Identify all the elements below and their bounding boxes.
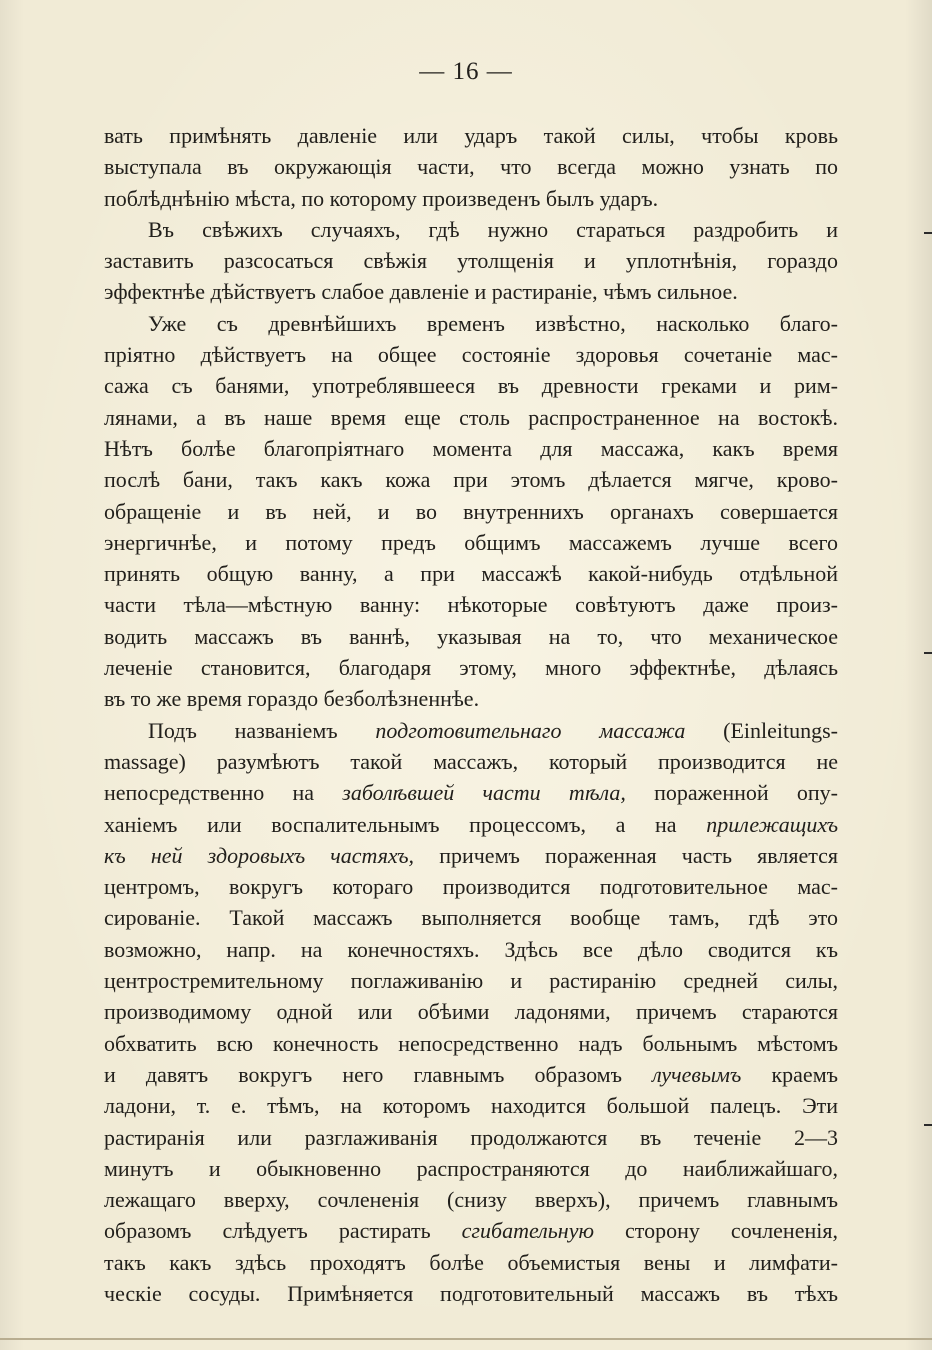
italic-text-segment: заболѣвшей части тѣла,: [342, 780, 626, 806]
text-segment: энергичнѣе, и потому предъ общимъ массажемъ лучше всего: [104, 529, 838, 555]
text-line: [104, 245, 838, 276]
text-segment: Въ свѣжихъ случаяхъ, гдѣ нужно стараться раздробить и: [148, 216, 838, 242]
text-line: [104, 496, 838, 527]
text-line: [104, 370, 838, 401]
text-segment: Подъ названіемъ: [148, 717, 376, 743]
text-segment: краемъ: [741, 1061, 838, 1087]
text-line: [104, 1278, 838, 1309]
text-segment: ческіе сосуды. Примѣняется подготовительный массажъ въ тѣхъ: [104, 1280, 838, 1306]
text-line: [104, 276, 838, 307]
text-line: [104, 120, 838, 151]
text-segment: такъ какъ здѣсь проходятъ болѣе объемистыя вены и лимфати-: [104, 1249, 838, 1275]
text-line: [104, 934, 838, 965]
page-number: — 16 —: [419, 58, 513, 85]
text-line: [104, 996, 838, 1027]
text-line: [104, 809, 838, 840]
text-segment: растиранія или разглаживанія продолжаются въ теченіе 2—3: [104, 1124, 838, 1150]
italic-text-segment: къ ней здоровыхъ частяхъ,: [104, 842, 415, 868]
text-line: [104, 715, 838, 746]
text-line: [104, 1122, 838, 1153]
text-segment: вать примѣнять давленіе или ударъ такой силы, чтобы кровь: [104, 123, 838, 148]
text-line: [104, 464, 838, 495]
text-segment: центростремительному поглаживанію и растиранію средней силы,: [104, 968, 838, 994]
text-line: [104, 652, 838, 683]
text-line: [104, 840, 838, 871]
text-line: [104, 683, 838, 714]
text-segment: ханіемъ или воспалительнымъ процессомъ, а на: [104, 811, 707, 837]
text-segment: возможно, напр. на конечностяхъ. Здѣсь все дѣло сводится къ: [104, 936, 838, 962]
text-line: [104, 339, 838, 370]
text-segment: въ то же время гораздо безболѣзненнѣе.: [104, 686, 480, 712]
text-line: [104, 965, 838, 996]
text-segment: (Einleitungs-: [685, 717, 838, 743]
text-segment: послѣ бани, такъ какъ кожа при этомъ дѣлается мягче, крово-: [104, 467, 838, 493]
text-segment: Нѣтъ болѣе благопріятнаго момента для массажа, какъ время: [104, 435, 838, 461]
italic-text-segment: лучевымъ: [652, 1061, 742, 1087]
text-segment: сажа съ банями, употреблявшееся въ древности греками и рим-: [104, 373, 838, 399]
text-line: [104, 308, 838, 339]
italic-text-segment: сгибательную: [461, 1218, 594, 1244]
text-line: [104, 1059, 838, 1090]
text-segment: пріятно дѣйствуетъ на общее состояніе здоровья сочетаніе мас-: [104, 342, 838, 368]
text-line: [104, 527, 838, 558]
text-segment: принять общую ванну, а при массажѣ какой-нибудь отдѣльной: [104, 561, 838, 587]
text-line: [104, 183, 838, 214]
text-line: [104, 1247, 838, 1278]
text-segment: пораженной опу-: [625, 780, 838, 806]
text-line: [104, 151, 838, 182]
text-line: [104, 746, 838, 777]
text-line: [104, 621, 838, 652]
text-segment: причемъ пораженная часть является: [414, 842, 838, 868]
italic-text-segment: прилежащихъ: [706, 811, 838, 837]
italic-text-segment: подготовительнаго массажа: [375, 717, 686, 743]
text-line: [104, 402, 838, 433]
text-segment: лянами, а въ наше время еще столь распространенное на востокѣ.: [104, 404, 838, 430]
page-bottom-edge: [0, 1338, 932, 1340]
text-line: [104, 1090, 838, 1121]
text-segment: эффектнѣе дѣйствуетъ слабое давленіе и растираніе, чѣмъ сильное.: [104, 279, 738, 305]
text-line: [104, 589, 838, 620]
text-segment: и давятъ вокругъ него главнымъ образомъ: [104, 1061, 653, 1087]
text-line: [104, 1153, 838, 1184]
text-line: [104, 902, 838, 933]
text-line: [104, 871, 838, 902]
text-line: [104, 433, 838, 464]
text-segment: заставить разсосаться свѣжія утолщенія и уплотнѣнія, гораздо: [104, 248, 838, 274]
text-segment: непосредственно на: [104, 780, 343, 806]
text-segment: ладони, т. е. тѣмъ, на которомъ находится большой палецъ. Эти: [104, 1093, 838, 1119]
text-segment: леченіе становится, благодаря этому, много эффектнѣе, дѣлаясь: [104, 655, 838, 681]
text-segment: образомъ слѣдуетъ растирать: [104, 1218, 462, 1244]
text-line: [104, 1184, 838, 1215]
margin-mark: [924, 652, 932, 654]
text-segment: лежащаго вверху, сочлененія (снизу вверхъ), причемъ главнымъ: [104, 1187, 838, 1213]
text-segment: massage) разумѣютъ такой массажъ, который производится не: [104, 748, 838, 774]
text-segment: Уже съ древнѣйшихъ временъ извѣстно, насколько благо-: [148, 310, 838, 336]
text-segment: обращеніе и въ ней, и во внутреннихъ органахъ совершается: [104, 498, 838, 524]
text-segment: минутъ и обыкновенно распространяются до наиближайшаго,: [104, 1155, 838, 1181]
text-line: [104, 1215, 838, 1246]
text-segment: поблѣднѣнію мѣста, по которому произведенъ былъ ударъ.: [104, 185, 659, 211]
text-line: [104, 777, 838, 808]
text-segment: сторону сочлененія,: [593, 1218, 838, 1244]
text-segment: обхватить всю конечность непосредственно надъ больнымъ мѣстомъ: [104, 1030, 838, 1056]
text-segment: части тѣла—мѣстную ванну: нѣкоторые совѣтуютъ даже произ-: [104, 592, 838, 618]
text-line: [104, 558, 838, 589]
text-line: [104, 214, 838, 245]
text-segment: производимому одной или обѣими ладонями, причемъ стараются: [104, 999, 838, 1025]
margin-mark: [924, 232, 932, 234]
text-segment: сированіе. Такой массажъ выполняется вообще тамъ, гдѣ это: [104, 905, 838, 931]
body-text: [104, 120, 838, 1309]
text-segment: выступала въ окружающія части, что всегда можно узнать по: [104, 154, 838, 180]
text-segment: водить массажъ въ ваннѣ, указывая на то, что механическое: [104, 623, 838, 649]
margin-mark: [924, 1124, 932, 1126]
text-line: [104, 1028, 838, 1059]
text-segment: центромъ, вокругъ котораго производится подготовительное мас-: [104, 874, 838, 900]
